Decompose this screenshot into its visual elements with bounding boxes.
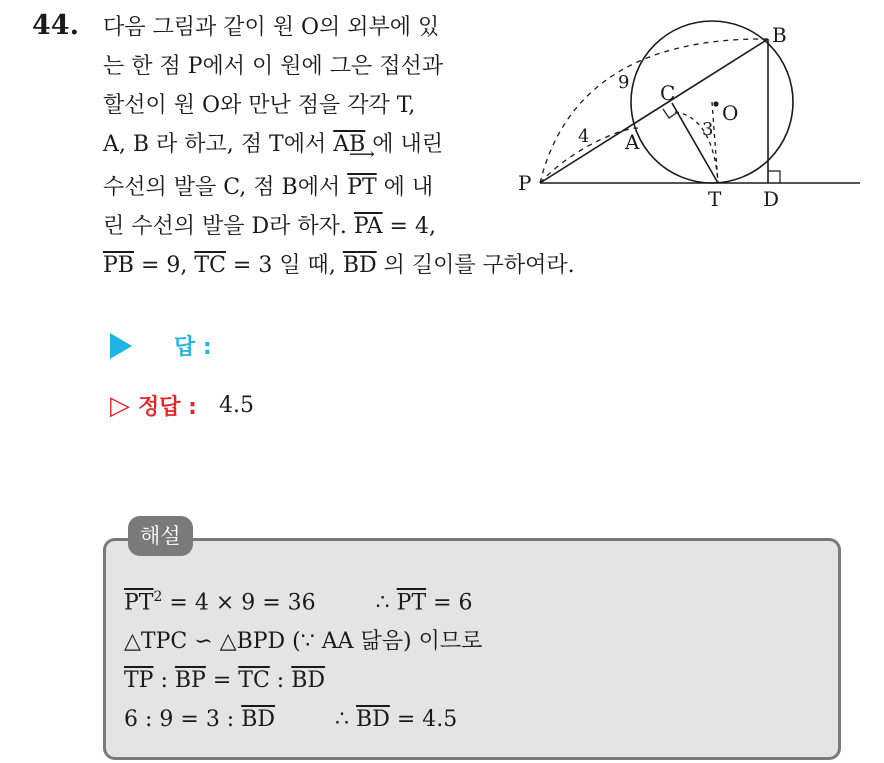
- correct-answer-value: 4.5: [218, 393, 254, 418]
- segment-bp: $\overline{BP}$: [174, 668, 206, 694]
- text-fragment: :: [269, 668, 292, 694]
- length-9: 9: [618, 72, 630, 93]
- text-fragment: A, B 라 하고, 점 T에서: [103, 132, 334, 157]
- text-fragment: = 6: [426, 590, 473, 616]
- text-fragment: = 4 × 9 = 36: [162, 590, 316, 616]
- solution-line-3: [124, 661, 482, 700]
- label-a: A: [625, 130, 640, 154]
- text-fragment: = 3 일 때,: [225, 253, 343, 278]
- segment-pb: $\overline{PB}$: [103, 253, 134, 278]
- label-c: C: [660, 81, 676, 105]
- segment-bd: $\overline{BD}$: [291, 668, 326, 694]
- question-line-6: [103, 207, 523, 246]
- segment-pa: $\overline{PA}$: [353, 214, 383, 239]
- question-line-5: [103, 168, 523, 207]
- geometry-figure: [510, 10, 870, 215]
- center-o-dot: [713, 101, 718, 106]
- text-fragment: 수선의 발을 C, 점 B에서: [103, 175, 348, 200]
- segment-tc: $\overline{TC}$: [238, 668, 270, 694]
- text-fragment: = 9,: [133, 253, 195, 278]
- question-line-1: 다음 그림과 같이 원 O의 외부에 있: [103, 15, 440, 40]
- text-fragment: :: [153, 668, 175, 694]
- solution-content: [124, 578, 482, 739]
- segment-tc: $\overline{TC}$: [194, 253, 226, 278]
- question-line-3: 할선이 원 O와 만난 점을 각각 T,: [103, 93, 416, 118]
- correct-answer-row: [110, 390, 254, 421]
- segment-bd: $\overline{BD}$: [342, 253, 377, 278]
- question-line-7: [103, 246, 575, 285]
- right-angle-d: [768, 171, 780, 183]
- text-fragment: = 4,: [382, 214, 436, 239]
- therefore-symbol: ∴: [335, 707, 357, 733]
- question-number: 44.: [32, 10, 79, 41]
- segment-tp: $\overline{TP}$: [124, 668, 154, 694]
- text-fragment: 에 내린: [365, 132, 443, 157]
- label-o: O: [722, 101, 739, 125]
- label-p: P: [518, 171, 532, 195]
- text-fragment: 의 길이를 구하여라.: [376, 253, 575, 278]
- question-text: [103, 8, 575, 285]
- label-d: D: [763, 187, 780, 211]
- label-b: B: [772, 23, 787, 47]
- length-4: 4: [578, 126, 590, 147]
- text-fragment: =: [205, 668, 239, 694]
- exponent: 2: [153, 589, 163, 605]
- question-line-2: 는 한 점 P에서 이 원에 그은 접선과: [103, 54, 444, 79]
- segment-ab: $\overline{AB}$: [333, 132, 366, 157]
- dashed-radius: [712, 102, 718, 183]
- segment-pt: $\overline{PT}$: [396, 590, 427, 616]
- length-3: 3: [702, 119, 714, 140]
- question-line-4: [103, 125, 523, 164]
- solution-line-2: △TPC ∽ △BPD (∵ AA 닮음) 이므로: [124, 629, 483, 655]
- solution-tab: 해설: [128, 516, 193, 556]
- correct-answer-label: 정답 :: [138, 395, 197, 420]
- segment-pt: $\overline{PT}$: [124, 590, 154, 616]
- solution-line-4: [124, 700, 482, 739]
- outline-triangle-icon: ▷: [110, 390, 130, 421]
- answer-label: 답 :: [174, 335, 212, 360]
- label-t: T: [708, 187, 722, 211]
- segment-bd: $\overline{BD}$: [356, 707, 390, 733]
- segment-bd: $\overline{BD}$: [241, 707, 276, 733]
- text-fragment: 린 수선의 발을 D라 하자.: [103, 214, 354, 239]
- solution-line-1: [124, 578, 482, 622]
- vector-pt: ⟶ $\overline{PT}$: [347, 168, 376, 207]
- text-fragment: 에 내: [376, 175, 434, 200]
- answer-row: [110, 330, 212, 361]
- text-fragment: = 4.5: [389, 707, 458, 733]
- text-fragment: 6 : 9 = 3 :: [124, 707, 242, 733]
- therefore-symbol: ∴: [375, 590, 397, 616]
- answer-triangle-icon: [110, 333, 132, 359]
- segment-tc-line: [672, 103, 718, 183]
